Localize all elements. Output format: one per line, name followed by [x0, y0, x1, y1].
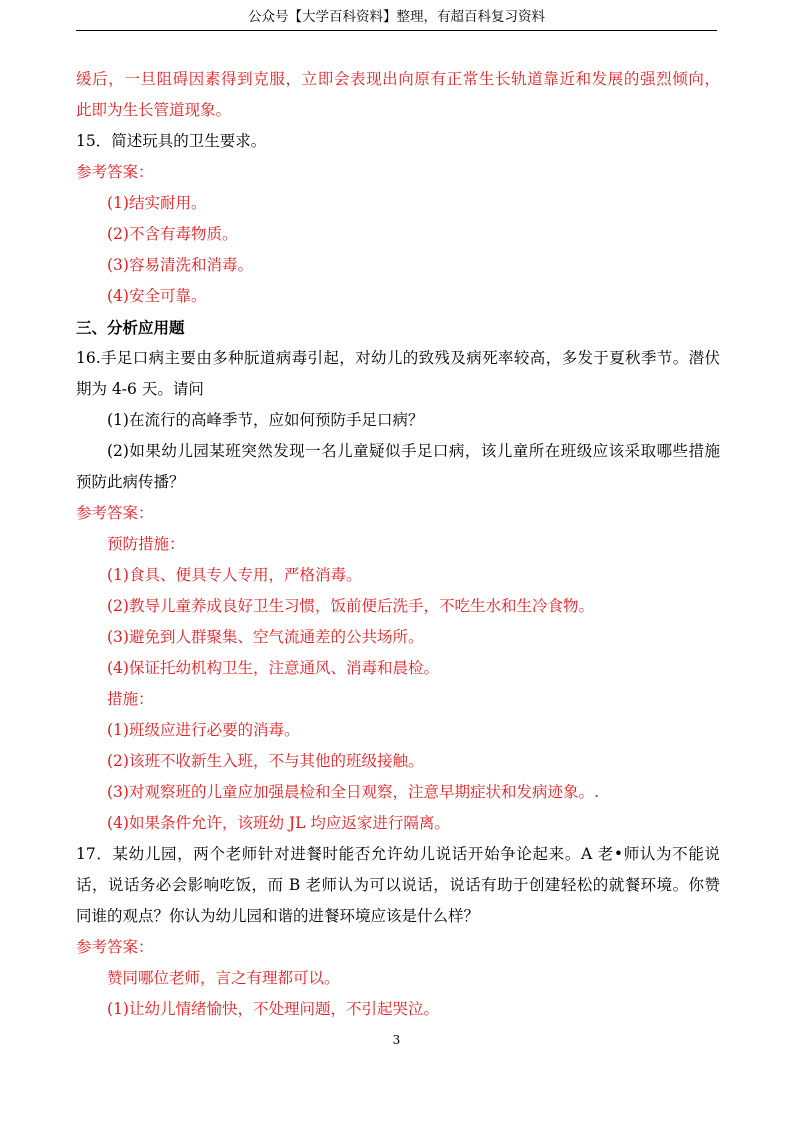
answer-subheading: 预防措施：	[107, 535, 185, 553]
answer-item: (1)班级应进行必要的消毒。	[107, 721, 300, 739]
question-16-text: 16.手足口病主要由多种朊道病毒引起，对幼儿的致残及病死率较高，多发于夏秋季节。潜伏	[76, 349, 720, 367]
answer-item: (1)食具、便具专人专用，严格消毒。	[107, 566, 362, 584]
answer-label: 参考答案：	[76, 504, 154, 522]
question-17-text: 话，说话务必会影响吃饭，而 B 老师认为可以说话，说话有助于创建轻松的就餐环境。你赞	[76, 876, 720, 894]
document-body	[76, 64, 720, 1025]
answer-label: 参考答案：	[76, 938, 154, 956]
question-15: 15．简述玩具的卫生要求。	[76, 132, 267, 150]
answer-item: (4)安全可靠。	[107, 287, 207, 305]
answer-item: (1)让幼儿情绪愉快，不处理问题，不引起哭泣。	[107, 1000, 439, 1018]
answer-item: 赞同哪位老师，言之有理都可以。	[107, 969, 340, 987]
question-17-text: 同谁的观点？你认为幼儿园和谐的进餐环境应该是什么样？	[76, 907, 480, 925]
answer-item: (2)教导儿童养成良好卫生习惯，饭前便后洗手，不吃生水和生冷食物。	[107, 597, 594, 615]
answer-item: (3)容易清洗和消毒。	[107, 256, 253, 274]
answer-item: (2)该班不收新生入班，不与其他的班级接触。	[107, 752, 424, 770]
answer-item: (3)避免到人群聚集、空气流通差的公共场所。	[107, 628, 424, 646]
page-number: 3	[392, 1033, 401, 1047]
answer-item: (1)结实耐用。	[107, 194, 207, 212]
answer-text-line: 此即为生长管道现象。	[76, 101, 232, 119]
answer-item: (3)对观察班的儿童应加强晨检和全日观察，注意早期症状和发病迹象。.	[107, 783, 599, 801]
answer-item: (4)如果条件允许，该班幼 JL 均应返家进行隔离。	[107, 814, 450, 832]
header-divider	[76, 30, 717, 31]
page-header: 公众号【大学百科资料】整理，有超百科复习资料	[248, 9, 545, 25]
question-16-sub-1: (1)在流行的高峰季节，应如何预防手足口病？	[107, 411, 424, 429]
answer-subheading: 措施：	[107, 690, 154, 708]
question-16-text: 期为 4-6 天。请问	[76, 380, 204, 398]
answer-item: (2)不含有毒物质。	[107, 225, 238, 243]
question-16-sub-2: (2)如果幼儿园某班突然发现一名儿童疑似手足口病，该儿童所在班级应该采取哪些措施	[107, 442, 720, 460]
answer-item: (4)保证托幼机构卫生，注意通风、消毒和晨检。	[107, 659, 439, 677]
question-16-sub-2: 预防此病传播？	[76, 473, 185, 491]
question-17-text: 17．某幼儿园，两个老师针对进餐时能否允许幼儿说话开始争论起来。A 老•师认为不能说	[76, 845, 720, 863]
answer-label: 参考答案：	[76, 163, 154, 181]
section-heading: 三、分析应用题	[76, 318, 185, 337]
answer-text-line: 缓后，一旦阻碍因素得到克服，立即会表现出向原有正常生长轨道靠近和发展的强烈倾向，	[76, 70, 720, 88]
